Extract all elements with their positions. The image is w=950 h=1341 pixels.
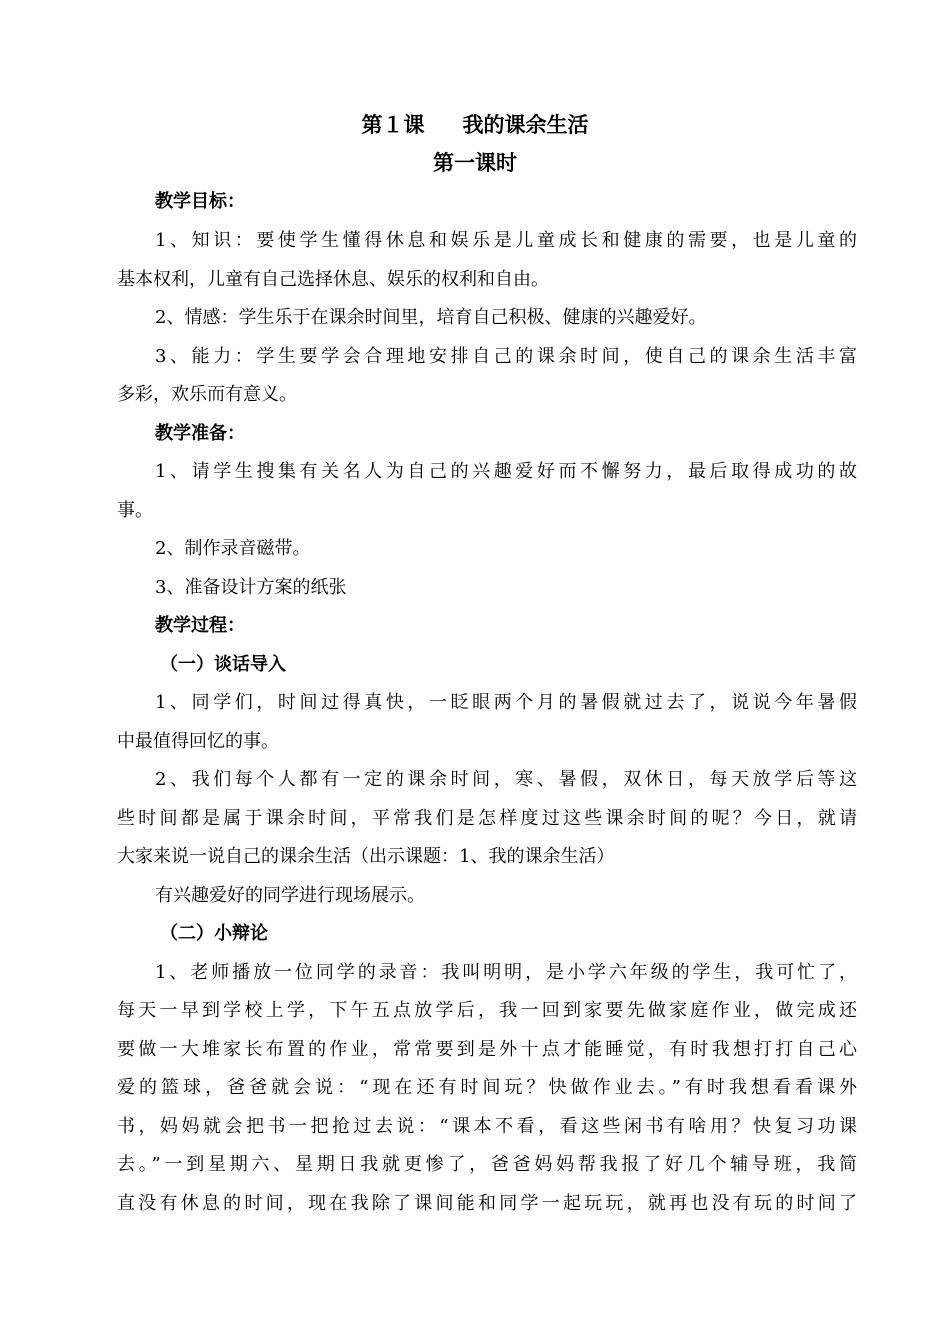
paragraph-line: 有兴趣爱好的同学进行现场展示。	[155, 885, 425, 906]
lesson-number: 第１课	[361, 112, 425, 137]
lesson-period: 第一课时	[433, 150, 517, 175]
paragraph-line: 爱的篮球，爸爸就会说：“现在还有时间玩？快做作业去。”有时我想看看课外	[117, 1077, 857, 1098]
paragraph-line: 1、请学生搜集有关名人为自己的兴趣爱好而不懈努力，最后取得成功的故	[155, 461, 857, 482]
section-heading: （一）谈话导入	[160, 654, 286, 675]
section-heading: （二）小辩论	[160, 923, 268, 944]
paragraph-line: 2、制作录音磁带。	[155, 538, 311, 559]
paragraph-line: 3、准备设计方案的纸张	[155, 577, 347, 598]
paragraph-line: 书，妈妈就会把书一把抢过去说：“课本不看，看这些闲书有啥用？快复习功课	[117, 1116, 857, 1137]
paragraph-line: 2、情感：学生乐于在课余时间里，培育自己积极、健康的兴趣爱好。	[155, 307, 707, 328]
paragraph-line: 1、同学们，时间过得真快，一眨眼两个月的暑假就过去了，说说今年暑假	[155, 692, 857, 713]
paragraph-line: 去。”一到星期六、星期日我就更惨了，爸爸妈妈帮我报了好几个辅导班，我简	[117, 1154, 857, 1175]
heading-process: 教学过程：	[155, 615, 245, 636]
paragraph-line: 事。	[117, 500, 153, 521]
paragraph-line: 每天一早到学校上学，下午五点放学后，我一回到家要先做家庭作业，做完成还	[117, 1000, 857, 1021]
paragraph-line: 要做一大堆家长布置的作业，常常要到是外十点才能睡觉，有时我想打打自己心	[117, 1039, 857, 1060]
heading-preparation: 教学准备：	[155, 423, 245, 444]
paragraph-line: 大家来说一说自己的课余生活（出示课题：1、我的课余生活）	[117, 846, 615, 867]
paragraph-line: 直没有休息的时间，现在我除了课间能和同学一起玩玩，就再也没有玩的时间了	[117, 1193, 857, 1214]
heading-objectives: 教学目标：	[155, 191, 245, 212]
paragraph-line: 基本权利，儿童有自己选择休息、娱乐的权利和自由。	[117, 269, 549, 290]
paragraph-line: 2、我们每个人都有一定的课余时间，寒、暑假，双休日，每天放学后等这	[155, 769, 857, 790]
paragraph-line: 3、能力：学生要学会合理地安排自己的课余时间，使自己的课余生活丰富	[155, 346, 857, 367]
paragraph-line: 1、知识：要使学生懂得休息和娱乐是儿童成长和健康的需要，也是儿童的	[155, 230, 857, 251]
lesson-name: 我的课余生活	[462, 112, 589, 137]
lesson-title	[0, 110, 950, 140]
paragraph-line: 1、老师播放一位同学的录音：我叫明明，是小学六年级的学生，我可忙了，	[155, 962, 857, 983]
paragraph-line: 多彩，欢乐而有意义。	[117, 384, 297, 405]
paragraph-line: 些时间都是属于课余时间，平常我们是怎样度过这些课余时间的呢？今日，就请	[117, 808, 857, 829]
paragraph-line: 中最值得回忆的事。	[117, 731, 279, 752]
